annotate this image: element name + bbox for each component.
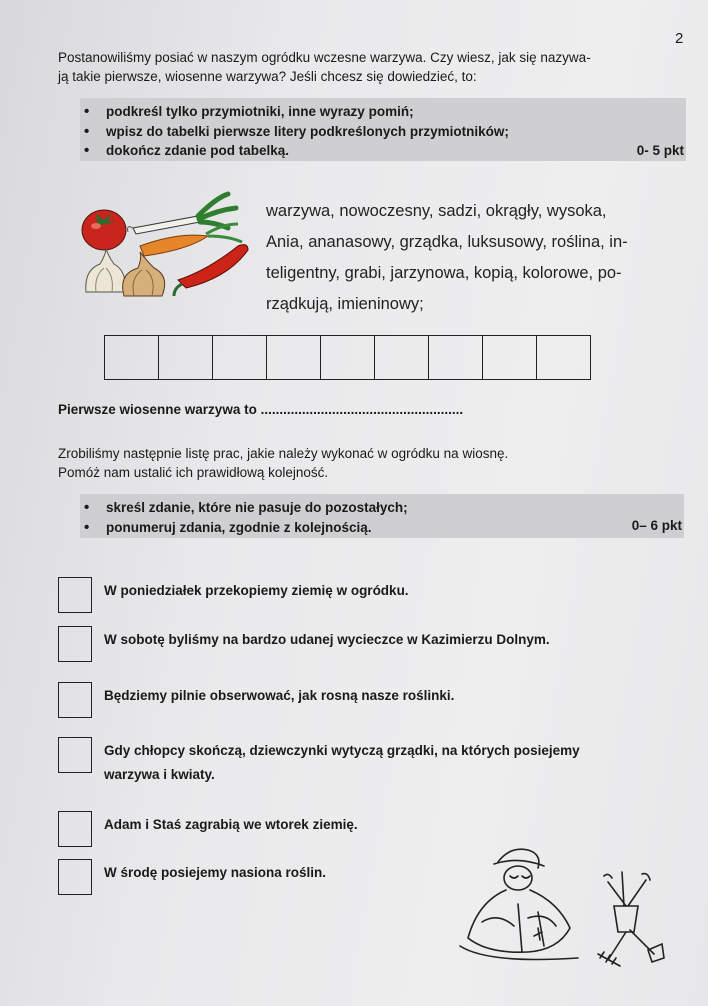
order-checkbox[interactable] — [58, 626, 92, 662]
task-text: Będziemy pilnie obserwować, jak rosną nasze roślinki. — [104, 688, 455, 703]
word-list-line: warzywa, nowoczesny, sadzi, okrągły, wysoka, — [266, 202, 607, 220]
instruction-item: • podkreśl tylko przymiotniki, inne wyrazy pomiń; — [80, 102, 686, 122]
order-checkbox[interactable] — [58, 577, 92, 613]
task-item — [58, 737, 678, 787]
instructions-box-2 — [80, 494, 684, 538]
word-list-line: Ania, ananasowy, grządka, luksusowy, roślina, in- — [266, 233, 628, 251]
intro-text — [58, 48, 678, 86]
instruction-item: • wpisz do tabelki pierwsze litery podkreślonych przymiotników; — [80, 122, 686, 142]
vegetables-illustration — [78, 188, 258, 306]
points-label-1: 0- 5 pkt — [636, 143, 684, 158]
chili-pepper-icon — [174, 245, 248, 296]
onion-icon — [123, 252, 165, 296]
task-text: Gdy chłopcy skończą, dziewczynki wytyczą grządki, na których posiejemy warzywa i kwiaty. — [104, 743, 580, 782]
instruction-item: • dokończ zdanie pod tabelką. — [80, 141, 686, 161]
instructions-box-1 — [80, 98, 686, 161]
rake-icon — [598, 932, 626, 966]
order-checkbox[interactable] — [58, 682, 92, 718]
task-text: W poniedziałek przekopiemy ziemię w ogródku. — [104, 583, 409, 598]
letter-grid — [104, 335, 591, 380]
letter-cell[interactable] — [159, 336, 213, 379]
intro2-line-1: Zrobiliśmy następnie listę prac, jakie należy wykonać w ogródku na wiosnę. — [58, 446, 509, 461]
instruction-item: • ponumeruj zdania, zgodnie z kolejnością. — [80, 518, 684, 538]
letter-cell[interactable] — [483, 336, 537, 379]
word-list-line: rządkują, imieninowy; — [266, 295, 424, 313]
task-text: W sobotę byliśmy na bardzo udanej wycieczce w Kazimierzu Dolnym. — [104, 632, 550, 647]
letter-cell[interactable] — [267, 336, 321, 379]
intro-line-2: ją takie pierwsze, wiosenne warzywa? Jeśli chcesz się dowiedzieć, to: — [58, 69, 477, 84]
tomato-icon — [82, 210, 126, 250]
letter-cell[interactable] — [429, 336, 483, 379]
order-checkbox[interactable] — [58, 811, 92, 847]
letter-cell[interactable] — [321, 336, 375, 379]
task-text: Adam i Staś zagrabią we wtorek ziemię. — [104, 817, 358, 832]
garlic-icon — [86, 248, 125, 292]
instruction-item: • skreśl zdanie, które nie pasuje do pozostałych; — [80, 498, 684, 518]
intro2-line-2: Pomóż nam ustalić ich prawidłową kolejność. — [58, 465, 329, 480]
task-item — [58, 682, 678, 718]
intro-line-1: Postanowiliśmy posiać w naszym ogródku wczesne warzywa. Czy wiesz, jak się nazywa- — [58, 50, 591, 65]
page-number: 2 — [675, 30, 684, 47]
letter-cell[interactable] — [213, 336, 267, 379]
task-item — [58, 626, 678, 662]
gardener-icon — [460, 849, 578, 959]
letter-cell[interactable] — [105, 336, 159, 379]
intro-text-2 — [58, 444, 658, 482]
word-list-line: teligentny, grabi, jarzynowa, kopią, kolorowe, po- — [266, 264, 622, 282]
bucket-icon — [604, 872, 650, 932]
order-checkbox[interactable] — [58, 737, 92, 773]
task-item — [58, 577, 678, 613]
points-label-2: 0– 6 pkt — [631, 518, 682, 533]
task-text: W środę posiejemy nasiona roślin. — [104, 865, 327, 880]
answer-line: Pierwsze wiosenne warzywa to ...................................................... — [58, 402, 464, 417]
gardener-illustration — [458, 842, 666, 968]
letter-cell[interactable] — [375, 336, 429, 379]
letter-cell[interactable] — [537, 336, 590, 379]
shovel-icon — [630, 930, 664, 962]
order-checkbox[interactable] — [58, 859, 92, 895]
word-list — [266, 196, 678, 320]
